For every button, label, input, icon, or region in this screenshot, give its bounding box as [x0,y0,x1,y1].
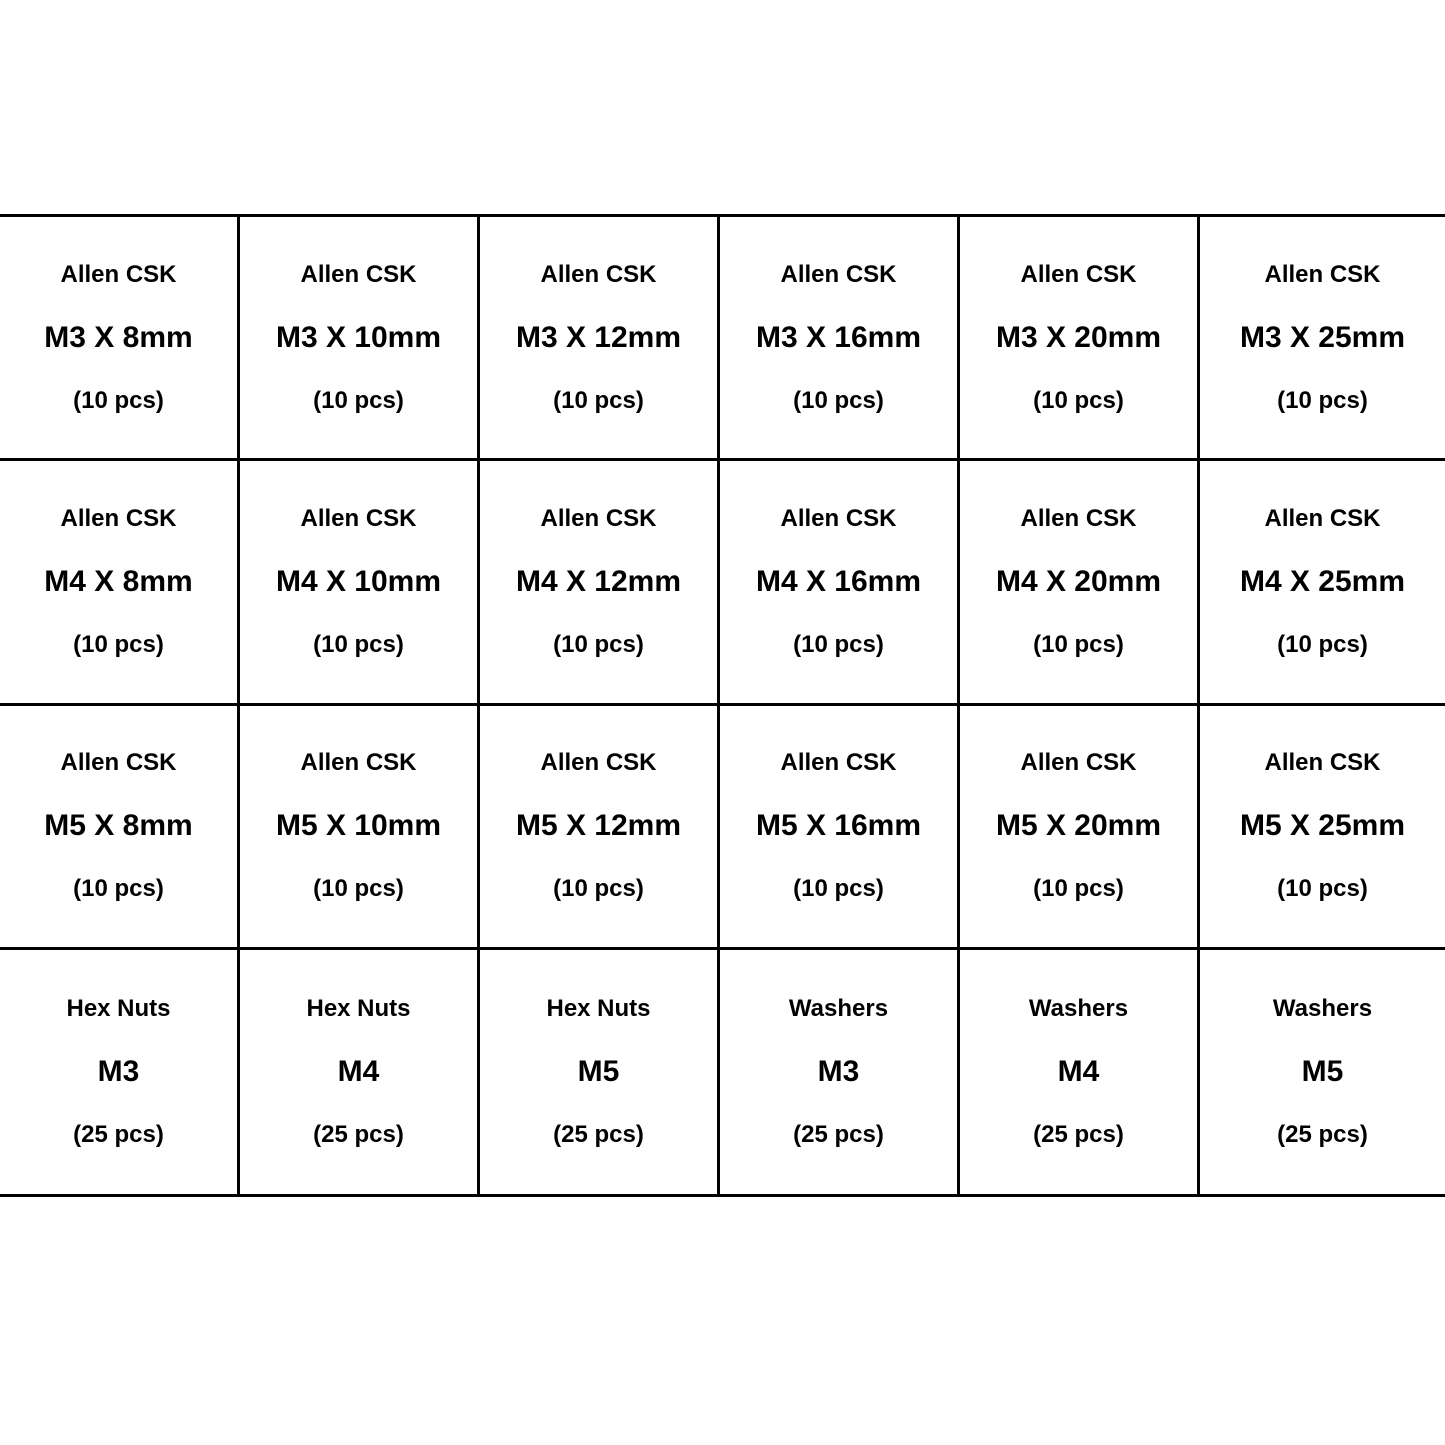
cell-type-label: Allen CSK [300,749,417,777]
grid-cell [0,217,240,461]
cell-size-label: M3 X 25mm [1239,320,1406,354]
cell-size-label: M4 [337,1054,380,1088]
cell-size-label: M3 [97,1054,140,1088]
cell-quantity-label: (10 pcs) [793,386,884,414]
cell-type-label: Allen CSK [780,260,897,288]
cell-type-label: Allen CSK [60,260,177,288]
cell-quantity-label: (10 pcs) [793,630,884,658]
grid-cell [480,461,720,705]
cell-type-label: Allen CSK [540,260,657,288]
cell-size-label: M4 [1057,1054,1100,1088]
cell-quantity-label: (10 pcs) [313,386,404,414]
cell-type-label: Allen CSK [1020,504,1137,532]
cell-type-label: Allen CSK [780,504,897,532]
cell-type-label: Allen CSK [300,260,417,288]
grid-cell [960,217,1200,461]
cell-size-label: M4 X 8mm [44,564,193,598]
cell-size-label: M5 [1301,1054,1344,1088]
cell-quantity-label: (10 pcs) [553,875,644,903]
cell-quantity-label: (10 pcs) [553,630,644,658]
cell-type-label: Allen CSK [1264,749,1381,777]
grid-cell [1200,217,1445,461]
cell-size-label: M5 X 12mm [515,809,682,843]
cell-quantity-label: (10 pcs) [73,875,164,903]
grid-cell [720,950,960,1194]
cell-quantity-label: (25 pcs) [313,1120,404,1148]
cell-quantity-label: (25 pcs) [73,1120,164,1148]
grid-cell [240,217,480,461]
cell-type-label: Allen CSK [1264,504,1381,532]
cell-quantity-label: (25 pcs) [553,1120,644,1148]
cell-type-label: Allen CSK [780,749,897,777]
cell-size-label: M4 X 20mm [995,564,1162,598]
grid-cell [240,950,480,1194]
grid-cell [720,706,960,950]
cell-type-label: Washers [788,994,889,1022]
cell-size-label: M3 X 12mm [515,320,682,354]
cell-size-label: M4 X 25mm [1239,564,1406,598]
cell-size-label: M4 X 10mm [275,564,442,598]
cell-type-label: Allen CSK [540,749,657,777]
grid-cell [480,217,720,461]
cell-quantity-label: (25 pcs) [1033,1120,1124,1148]
grid-cell [0,706,240,950]
cell-size-label: M5 X 10mm [275,809,442,843]
grid-cell [240,706,480,950]
cell-type-label: Washers [1272,994,1373,1022]
cell-quantity-label: (10 pcs) [553,386,644,414]
cell-quantity-label: (10 pcs) [1033,386,1124,414]
cell-quantity-label: (10 pcs) [73,386,164,414]
grid-cell [0,950,240,1194]
grid-cell [1200,950,1445,1194]
grid-cell [720,217,960,461]
grid-cell [1200,461,1445,705]
cell-quantity-label: (25 pcs) [1277,1120,1368,1148]
cell-quantity-label: (10 pcs) [313,630,404,658]
grid-cell [960,461,1200,705]
cell-size-label: M3 X 16mm [755,320,922,354]
cell-size-label: M3 X 20mm [995,320,1162,354]
cell-type-label: Hex Nuts [306,994,411,1022]
cell-quantity-label: (10 pcs) [313,875,404,903]
cell-quantity-label: (10 pcs) [1033,630,1124,658]
cell-size-label: M4 X 12mm [515,564,682,598]
grid-cell [240,461,480,705]
cell-type-label: Allen CSK [540,504,657,532]
grid-cell [0,461,240,705]
cell-type-label: Allen CSK [1264,260,1381,288]
cell-quantity-label: (10 pcs) [1033,875,1124,903]
grid-cell [1200,706,1445,950]
cell-type-label: Allen CSK [1020,749,1137,777]
cell-quantity-label: (10 pcs) [73,630,164,658]
grid-cell [960,706,1200,950]
cell-quantity-label: (10 pcs) [793,875,884,903]
cell-quantity-label: (10 pcs) [1277,630,1368,658]
cell-size-label: M5 X 8mm [44,809,193,843]
grid-cell [960,950,1200,1194]
cell-size-label: M5 X 25mm [1239,809,1406,843]
cell-size-label: M3 X 10mm [275,320,442,354]
cell-quantity-label: (10 pcs) [1277,386,1368,414]
cell-type-label: Washers [1028,994,1129,1022]
cell-type-label: Allen CSK [60,749,177,777]
cell-size-label: M5 [577,1054,620,1088]
cell-type-label: Hex Nuts [66,994,171,1022]
cell-size-label: M3 [817,1054,860,1088]
cell-type-label: Allen CSK [300,504,417,532]
cell-size-label: M5 X 20mm [995,809,1162,843]
grid-cell [480,706,720,950]
cell-size-label: M5 X 16mm [755,809,922,843]
cell-quantity-label: (25 pcs) [793,1120,884,1148]
cell-type-label: Allen CSK [1020,260,1137,288]
cell-size-label: M3 X 8mm [44,320,193,354]
cell-type-label: Allen CSK [60,504,177,532]
cell-size-label: M4 X 16mm [755,564,922,598]
cell-type-label: Hex Nuts [546,994,651,1022]
grid-cell [720,461,960,705]
cell-quantity-label: (10 pcs) [1277,875,1368,903]
grid-cell [480,950,720,1194]
assortment-grid [0,214,1445,1197]
